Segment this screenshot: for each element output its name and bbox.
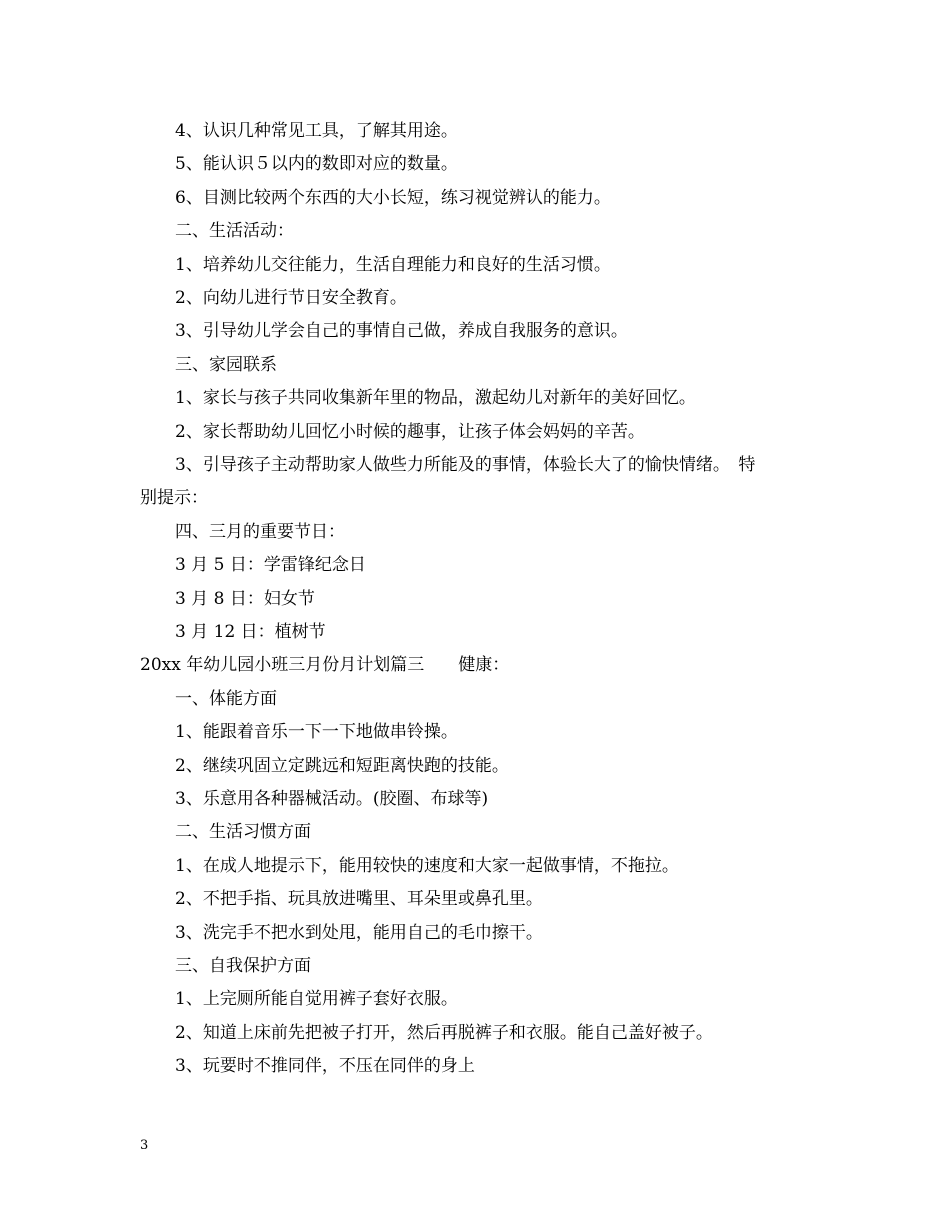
text-line: 4、认识几种常见工具，了解其用途。 — [175, 121, 458, 141]
text-line: 四、三月的重要节日： — [175, 521, 345, 542]
text-line: 1、培养幼儿交往能力，生活自理能力和良好的生活习惯。 — [175, 254, 611, 275]
text-line: 3、玩要时不推同伴，不压在同伴的身上 — [175, 1056, 475, 1077]
text-line: 3 月 8 日：妇女节 — [175, 588, 315, 609]
page-number: 3 — [140, 1138, 149, 1153]
text-line: 2、知道上床前先把被子打开，然后再脱裤子和衣服。能自己盖好被子。 — [175, 1022, 713, 1043]
text-line: 6、目测比较两个东西的大小长短，练习视觉辨认的能力。 — [175, 187, 611, 208]
text-line: 3、引导幼儿学会自己的事情自己做，养成自我服务的意识。 — [175, 321, 628, 342]
text-line: 一、体能方面 — [175, 688, 277, 709]
text-line: 3 月 5 日：学雷锋纪念日 — [175, 555, 366, 576]
text-line: 二、生活习惯方面 — [175, 822, 311, 843]
text-line: 5、能认识５以内的数即对应的数量。 — [175, 154, 458, 175]
text-line: 1、上完厕所能自觉用裤子套好衣服。 — [175, 989, 458, 1010]
text-line: 2、向幼儿进行节日安全教育。 — [175, 288, 407, 308]
text-line: 2、家长帮助幼儿回忆小时候的趣事，让孩子体会妈妈的辛苦。 — [175, 421, 645, 442]
text-line: 3、洗完手不把水到处甩，能用自己的毛巾擦干。 — [175, 922, 543, 943]
text-line: 3、乐意用各种器械活动。(胶圈、布球等) — [175, 789, 489, 809]
text-line: 2、不把手指、玩具放进嘴里、耳朵里或鼻孔里。 — [175, 889, 543, 910]
text-line: 3、引导孩子主动帮助家人做些力所能及的事情，体验长大了的愉快情绪。 特 — [175, 455, 756, 475]
text-line: 别提示： — [140, 488, 208, 509]
text-line: 3 月 12 日：植树节 — [175, 622, 326, 642]
text-line: 2、继续巩固立定跳远和短距离快跑的技能。 — [175, 755, 509, 776]
text-line: 1、能跟着音乐一下一下地做串铃操。 — [175, 722, 458, 743]
text-line: 三、家园联系 — [175, 354, 277, 375]
text-line: 1、家长与孩子共同收集新年里的物品，激起幼儿对新年的美好回忆。 — [175, 388, 696, 409]
text-line: 1、在成人地提示下，能用较快的速度和大家一起做事情，不拖拉。 — [175, 855, 679, 876]
text-line: 二、生活活动： — [175, 221, 294, 242]
text-line: 三、自我保护方面 — [175, 956, 311, 976]
text-line: 20xx 年幼儿园小班三月份月计划篇三 健康： — [140, 655, 510, 676]
